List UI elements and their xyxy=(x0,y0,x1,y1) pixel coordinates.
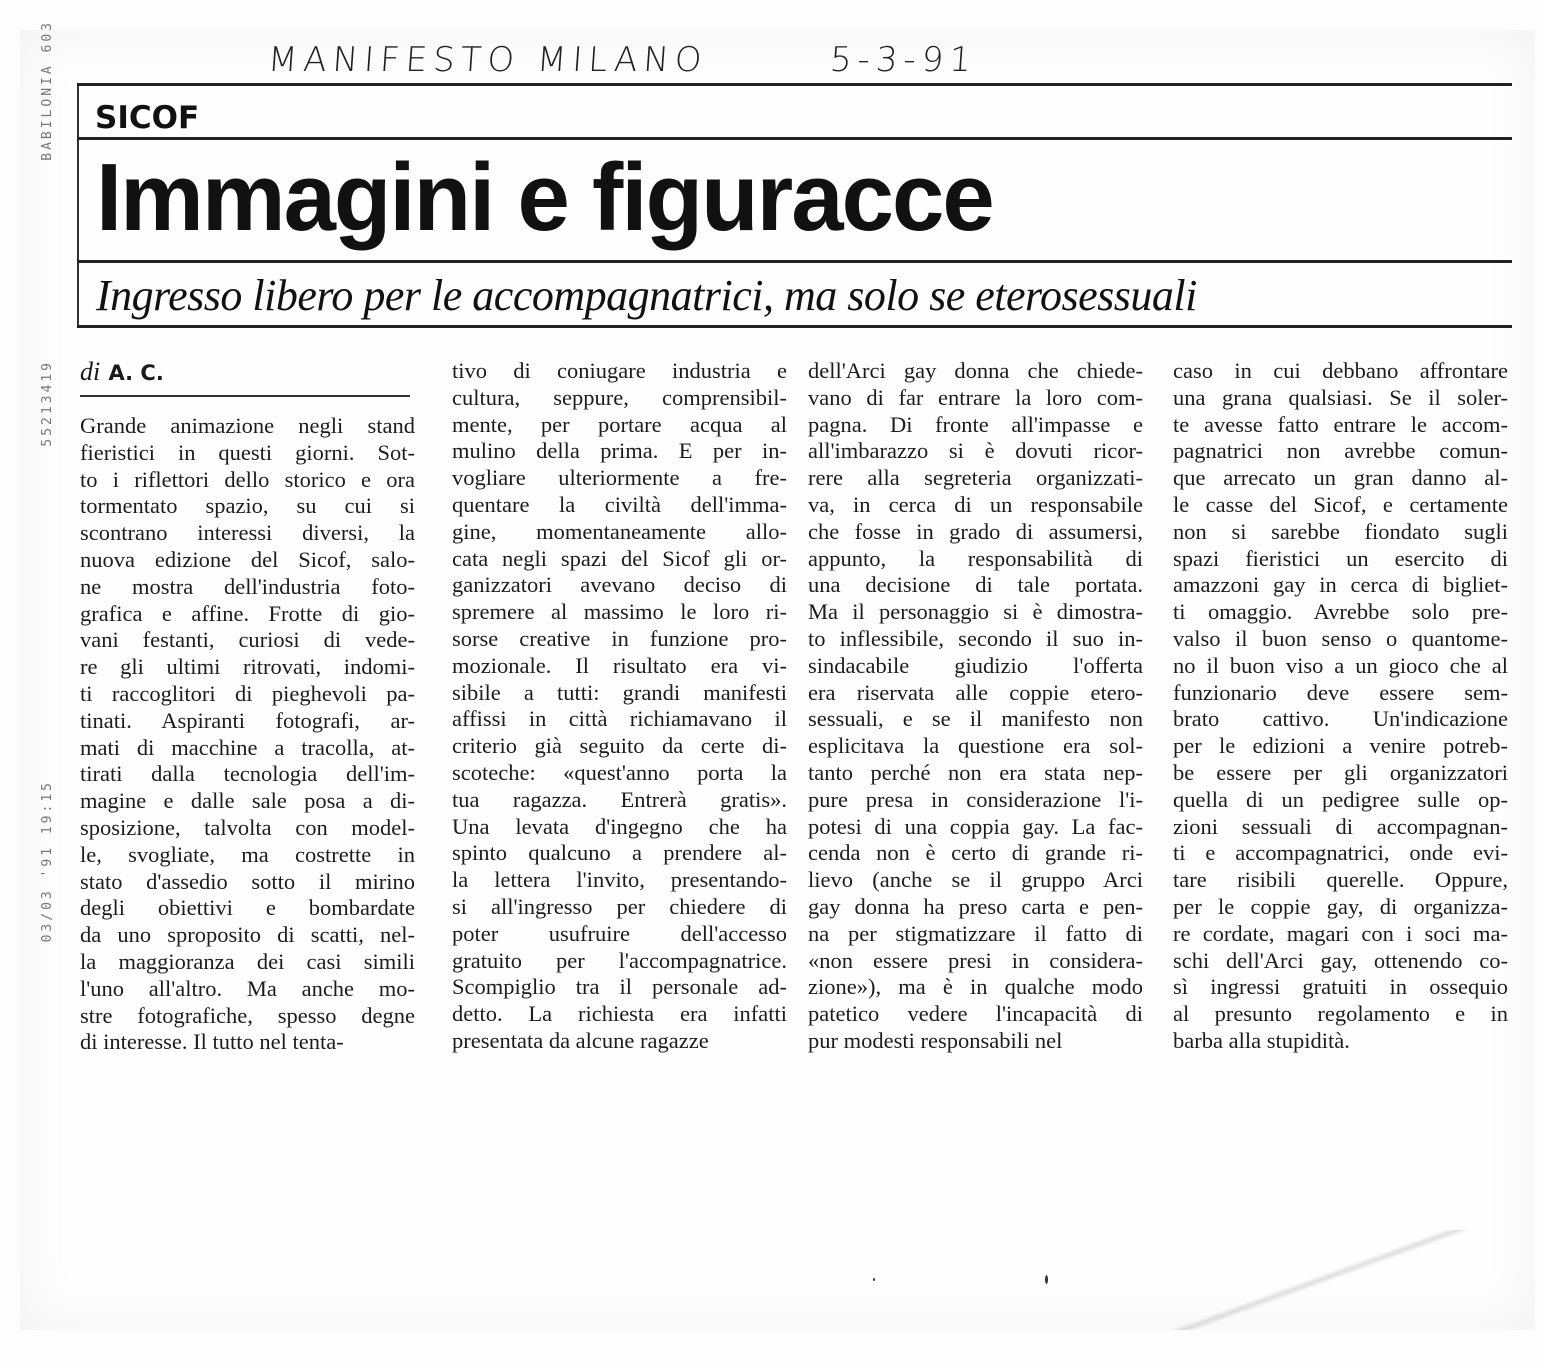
article-line: la lettera l'invito, presentando- xyxy=(452,867,787,893)
article-line: fieristici in questi giorni. Sot- xyxy=(80,439,415,465)
article-line: appunto, la responsabilità di xyxy=(808,545,1143,571)
scan-speck xyxy=(1045,1275,1048,1284)
top-rule xyxy=(77,83,1512,86)
article-line: tanto perché non era stata nep- xyxy=(808,759,1143,785)
article-line: dell'Arci gay donna che chiede- xyxy=(808,358,1143,383)
article-line: rere alla segreteria organizzati- xyxy=(808,465,1143,491)
article-line: ne mostra dell'industria foto- xyxy=(80,573,415,599)
article-line: tinati. Aspiranti fotografi, ar- xyxy=(80,707,415,733)
article-line: mente, per portare acqua al xyxy=(452,411,787,437)
article-line: Una levata d'ingegno che ha xyxy=(452,813,787,839)
byline xyxy=(80,357,164,387)
article-line: cultura, seppure, comprensibil- xyxy=(452,384,787,410)
article-line: que arrecato un gran danno al- xyxy=(1173,465,1508,491)
article-line: presentata da alcune ragazze xyxy=(452,1027,709,1053)
article-line: vano di far entrare la loro com- xyxy=(808,384,1143,410)
article-line: to inflessibile, secondo il suo in- xyxy=(808,625,1143,651)
article-line: ti raccoglitori di pieghevoli pa- xyxy=(80,680,415,706)
article-line: magine e dalle sale posa a di- xyxy=(80,788,415,814)
byline-rule xyxy=(80,395,410,397)
article-line: lievo (anche se il gruppo Arci xyxy=(808,867,1143,893)
article-line: gratuito per l'accompagnatrice. xyxy=(452,947,787,973)
article-line: una decisione di tale portata. xyxy=(808,572,1143,598)
article-line: sindacabile giudizio l'offerta xyxy=(808,652,1143,678)
article-line: amazzoni gay in cerca di bigliet- xyxy=(1173,572,1508,598)
article-line: no il buon viso a un gioco che al xyxy=(1173,652,1508,678)
article-line: to i riflettori dello storico e ora xyxy=(80,466,415,492)
article-column-2 xyxy=(452,358,787,1055)
article-line: che fosse in grado di assumersi, xyxy=(808,518,1143,544)
article-line: grafica e affine. Frotte di gio- xyxy=(80,600,415,626)
byline-prefix: di xyxy=(80,357,101,386)
article-line: stato d'assedio sotto il mirino xyxy=(80,868,415,894)
article-line: cata negli spazi del Sicof gli or- xyxy=(452,545,787,571)
article-line: Grande animazione negli stand xyxy=(80,413,415,438)
article-line: caso in cui debbano affrontare xyxy=(1173,358,1508,383)
article-line: quentare la civiltà dell'imma- xyxy=(452,491,787,517)
article-column-3 xyxy=(808,358,1143,1055)
article-line: na per stigmatizzare il fatto di xyxy=(808,920,1143,946)
handwritten-source: MANIFESTO MILANO xyxy=(266,40,709,80)
fax-header xyxy=(40,20,62,1080)
article-line: si all'ingresso per chiedere di xyxy=(452,893,787,919)
article-line: Scompiglio tra il personale ad- xyxy=(452,974,787,1000)
section-kicker: SICOF xyxy=(95,100,200,136)
article-line: sessuali, e se il manifesto non xyxy=(808,706,1143,732)
article-line: quella di un pedigree sulle op- xyxy=(1173,786,1508,812)
article-line: pagnatrici non avrebbe comun- xyxy=(1173,438,1508,464)
article-line: Ma il personaggio si è dimostra- xyxy=(808,599,1143,625)
article-line: sorse creative in funzione pro- xyxy=(452,625,787,651)
handwritten-date: 5-3-91 xyxy=(828,40,979,80)
article-line: detto. La richiesta era infatti xyxy=(452,1001,787,1027)
article-line: spremere al massimo le loro ri- xyxy=(452,599,787,625)
article-line: vani festanti, curiosi di vede- xyxy=(80,627,415,653)
article-line: valso il buon senso o quantome- xyxy=(1173,625,1508,651)
article-line: al presunto regolamento e in xyxy=(1173,1001,1508,1027)
article-line: sibile a tutti: grandi manifesti xyxy=(452,679,787,705)
article-line: per le coppie gay, di organizza- xyxy=(1173,893,1508,919)
article-line: nuova edizione del Sicof, salo- xyxy=(80,546,415,572)
article-line: mulino della prima. E per in- xyxy=(452,438,787,464)
subheadline: Ingresso libero per le accompagnatrici, ma solo se eterosessuali xyxy=(96,271,1197,320)
article-line: tormentato spazio, su cui si xyxy=(80,493,415,519)
article-line: di interesse. Il tutto nel tenta- xyxy=(80,1029,344,1055)
article-line: gine, momentaneamente allo- xyxy=(452,518,787,544)
article-line: mati di macchine a tracolla, at- xyxy=(80,734,415,760)
article-line: sì ingressi gratuiti in ossequio xyxy=(1173,974,1508,1000)
article-line: esplicitava la questione era sol- xyxy=(808,733,1143,759)
fax-number: 55213419 xyxy=(40,360,55,447)
article-line: degli obiettivi e bombardate xyxy=(80,895,415,921)
fax-station: BABILONIA 603 xyxy=(40,20,55,161)
article-line: la maggioranza dei casi simili xyxy=(80,948,415,974)
byline-author: A. C. xyxy=(108,361,164,385)
article-line: affissi in città richiamavano il xyxy=(452,706,787,732)
article-line: scontrano interessi diversi, la xyxy=(80,520,415,546)
article-line: non si sarebbe fiondato sugli xyxy=(1173,518,1508,544)
article-line: zione»), ma è in qualche modo xyxy=(808,974,1143,1000)
article-line: brato cattivo. Un'indicazione xyxy=(1173,706,1508,732)
article-line: tua ragazza. Entrerà gratis». xyxy=(452,786,787,812)
article-line: le casse del Sicof, e certamente xyxy=(1173,491,1508,517)
article-line: tare risibili querelle. Oppure, xyxy=(1173,867,1508,893)
kicker-rule xyxy=(77,137,1512,140)
paper-crease xyxy=(1100,1230,1540,1330)
article-line: re gli ultimi ritrovati, indomi- xyxy=(80,654,415,680)
article-line: re cordate, magari con i soci ma- xyxy=(1173,920,1508,946)
subhead-rule xyxy=(77,325,1512,328)
article-column-1 xyxy=(80,413,415,1056)
article-line: poter usufruire dell'accesso xyxy=(452,920,787,946)
article-line: patetico vedere l'incapacità di xyxy=(808,1001,1143,1027)
article-line: be essere per gli organizzatori xyxy=(1173,759,1508,785)
article-line: tivo di coniugare industria e xyxy=(452,358,787,383)
article-line: l'uno all'altro. Ma anche mo- xyxy=(80,975,415,1001)
article-line: era riservata alle coppie etero- xyxy=(808,679,1143,705)
fax-timestamp: 03/03 '91 19:15 xyxy=(40,780,55,943)
article-line: funzionario deve essere sem- xyxy=(1173,679,1508,705)
article-line: scoteche: «quest'anno porta la xyxy=(452,759,787,785)
article-line: pur modesti responsabili nel xyxy=(808,1027,1063,1053)
article-line: da uno sproposito di scatti, nel- xyxy=(80,922,415,948)
article-line: cenda non è certo di grande ri- xyxy=(808,840,1143,866)
headline-rule xyxy=(77,260,1512,263)
article-line: mozionale. Il risultato era vi- xyxy=(452,652,787,678)
article-line: schi dell'Arci gay, ottenendo co- xyxy=(1173,947,1508,973)
article-line: ti e accompagnatrici, onde evi- xyxy=(1173,840,1508,866)
article-line: te avesse fatto entrare le accom- xyxy=(1173,411,1508,437)
article-line: barba alla stupidità. xyxy=(1173,1027,1350,1053)
article-line: pagna. Di fronte all'impasse e xyxy=(808,411,1143,437)
article-line: una grana qualsiasi. Se il soler- xyxy=(1173,384,1508,410)
article-line: sposizione, talvolta con model- xyxy=(80,814,415,840)
headline: Immagini e figuracce xyxy=(96,144,993,251)
article-column-4 xyxy=(1173,358,1508,1055)
article-line: «non essere presi in considera- xyxy=(808,947,1143,973)
article-line: vogliare ulteriormente a fre- xyxy=(452,465,787,491)
article-line: tirati dalla tecnologia dell'im- xyxy=(80,761,415,787)
article-line: all'imbarazzo si è dovuti ricor- xyxy=(808,438,1143,464)
article-line: ganizzatori avevano deciso di xyxy=(452,572,787,598)
article-line: zioni sessuali di accompagnan- xyxy=(1173,813,1508,839)
article-line: stre fotografiche, spesso degne xyxy=(80,1002,415,1028)
article-line: gay donna ha preso carta e pen- xyxy=(808,893,1143,919)
article-line: va, in cerca di un responsabile xyxy=(808,491,1143,517)
article-line: spinto qualcuno a prendere al- xyxy=(452,840,787,866)
article-line: potesi di una coppia gay. La fac- xyxy=(808,813,1143,839)
article-line: spazi fieristici un esercito di xyxy=(1173,545,1508,571)
scan-speck xyxy=(873,1278,875,1281)
article-line: le, svogliate, ma costrette in xyxy=(80,841,415,867)
article-line: ti omaggio. Avrebbe solo pre- xyxy=(1173,599,1508,625)
article-line: criterio già seguito da certe di- xyxy=(452,733,787,759)
article-line: pure presa in considerazione l'i- xyxy=(808,786,1143,812)
article-line: per le edizioni a venire potreb- xyxy=(1173,733,1508,759)
